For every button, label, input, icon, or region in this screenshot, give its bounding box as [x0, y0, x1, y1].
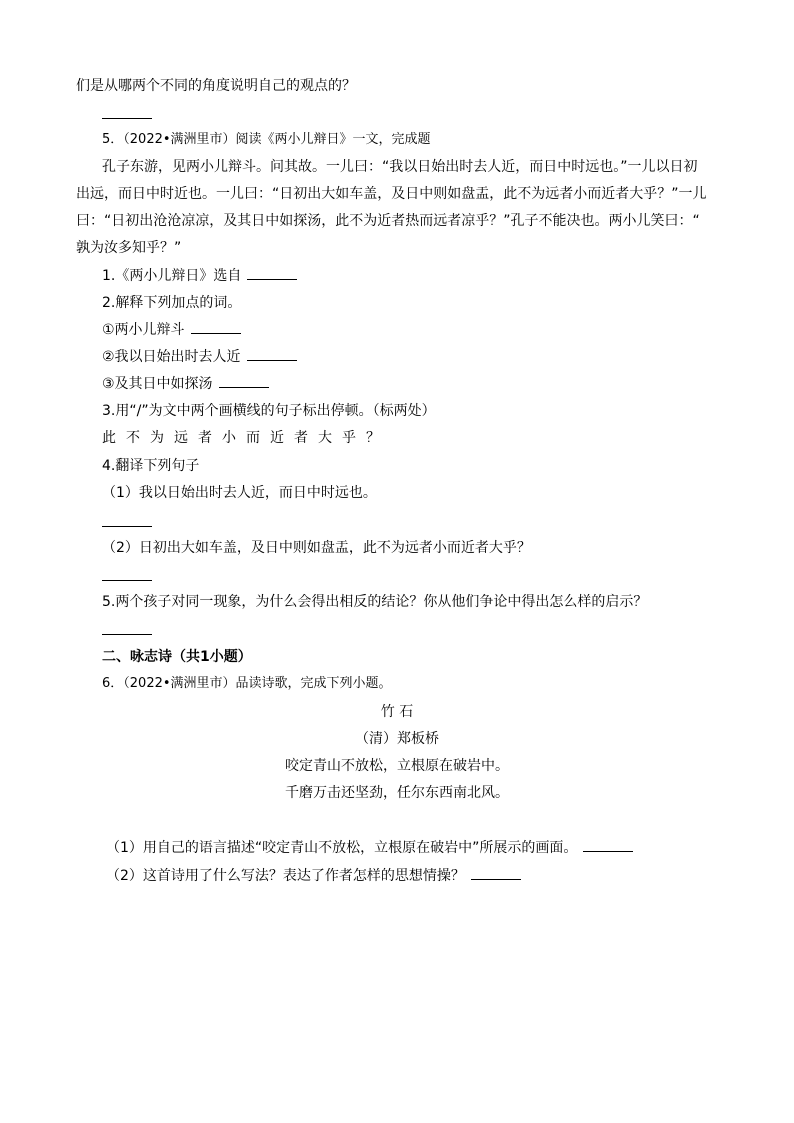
subquestion-2-item — [102, 347, 297, 367]
question-6-part-1-text: （1）用自己的语言描述“咬定青山不放松，立根原在破岩中”所展示的画面。 — [106, 840, 578, 856]
passage-line: 孰为汝多知乎？” — [76, 240, 182, 256]
subquestion-1 — [102, 266, 297, 286]
answer-blank — [102, 634, 152, 635]
subquestion-4a: （1）我以日始出时去人近，而日中时远也。 — [102, 485, 377, 501]
poem-line: 千磨万击还坚劲，任尔东西南北风。 — [285, 785, 509, 801]
subquestion-2-item — [102, 374, 269, 394]
answer-blank — [191, 320, 241, 334]
subquestion-2a-text: ①两小儿辩斗 — [102, 322, 185, 338]
answer-blank — [102, 526, 152, 527]
question-continuation: 们是从哪两个不同的角度说明自己的观点的？ — [76, 78, 356, 94]
answer-blank — [102, 118, 152, 119]
passage-line: 出远，而日中时近也。一儿曰：“日初出大如车盖，及日中则如盘盂，此不为远者小而近者大乎？”一儿 — [76, 186, 707, 202]
subquestion-1-text: 1.《两小儿辩日》选自 — [102, 268, 242, 284]
answer-blank — [102, 580, 152, 581]
subquestion-2b-text: ②我以日始出时去人近 — [102, 349, 241, 365]
subquestion-4: 4.翻译下列句子 — [102, 458, 200, 474]
passage-line: 曰：“日初出沧沧凉凉，及其日中如探汤，此不为近者热而远者凉乎？”孔子不能决也。两小儿笑曰：“ — [76, 213, 700, 229]
subquestion-4b: （2）日初出大如车盖，及日中则如盘盂，此不为远者小而近者大乎？ — [102, 540, 531, 556]
passage-line: 孔子东游，见两小儿辩斗。问其故。一儿曰：“我以日始出时去人近，而日中时远也。”一儿以日初 — [102, 159, 698, 175]
subquestion-2-item — [102, 320, 241, 340]
answer-blank — [247, 266, 297, 280]
question-6-part-2 — [106, 866, 521, 886]
subquestion-3-sentence: 此不为远者小而近者大乎？ — [102, 430, 390, 446]
question-6-part-1 — [106, 838, 633, 858]
subquestion-2: 2.解释下列加点的词。 — [102, 295, 242, 311]
question-5-header: 5．（2022•满洲里市）阅读《两小儿辩日》一文，完成题 — [102, 132, 431, 147]
poem-line: 咬定青山不放松，立根原在破岩中。 — [285, 758, 509, 774]
question-6-part-2-text: （2）这首诗用了什么写法？表达了作者怎样的思想情操？ — [106, 868, 465, 884]
question-6-header: 6．（2022•满洲里市）品读诗歌，完成下列小题。 — [102, 676, 392, 691]
answer-blank — [583, 838, 633, 852]
poem-title: 竹 石 — [380, 704, 414, 720]
subquestion-2c-text: ③及其日中如探汤 — [102, 376, 213, 392]
answer-blank — [471, 866, 521, 880]
poem-author: （清）郑板桥 — [355, 731, 439, 747]
section-heading: 二、咏志诗（共1小题） — [102, 649, 252, 665]
subquestion-5: 5.两个孩子对同一现象，为什么会得出相反的结论？你从他们争论中得出怎么样的启示？ — [102, 594, 648, 610]
answer-blank — [247, 347, 297, 361]
subquestion-3: 3.用“/”为文中两个画横线的句子标出停顿。（标两处） — [102, 403, 436, 419]
answer-blank — [219, 374, 269, 388]
